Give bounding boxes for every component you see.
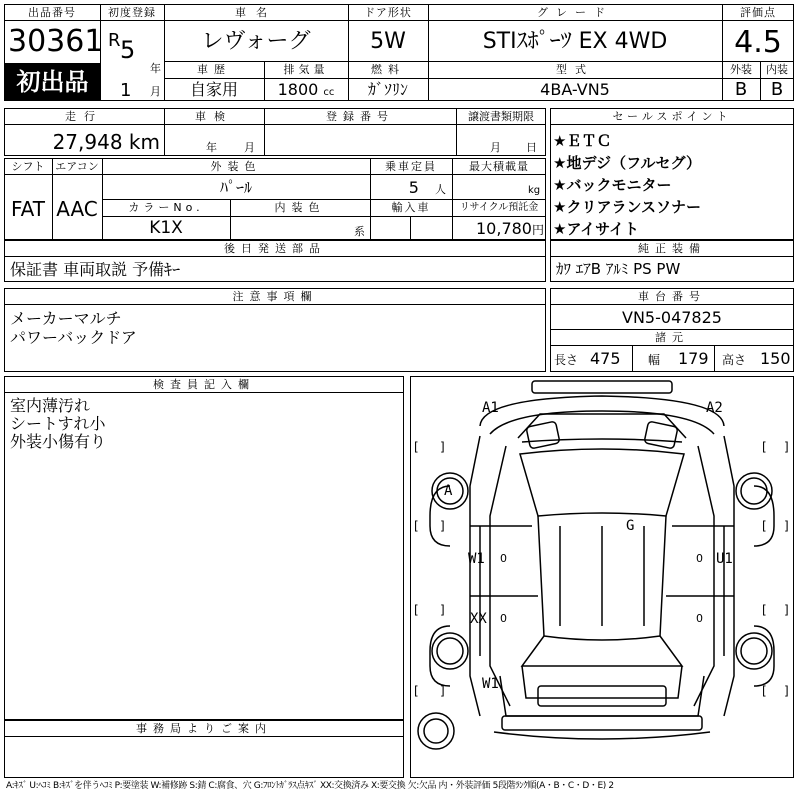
- damage-mark-a1: A1: [482, 400, 499, 416]
- door: 5W: [370, 29, 406, 54]
- zero-mark: 0: [500, 612, 507, 625]
- door-label: ドア形状: [364, 6, 412, 19]
- grade-label: グレード: [537, 6, 613, 19]
- color-no: K1X: [149, 218, 183, 238]
- bracket-mark: ]: [440, 684, 445, 698]
- dimensions-label: 諸元: [655, 331, 689, 344]
- reg-year: 5: [120, 36, 136, 64]
- bracket-mark: [: [414, 519, 419, 533]
- zero-mark: 0: [696, 552, 703, 565]
- genuine-text: ｶﾜ ｴｱB ｱﾙﾐ PS PW: [556, 260, 681, 278]
- sales-points-label: セールスポイント: [612, 110, 732, 123]
- notes-label: 注意事項欄: [232, 290, 318, 303]
- lot-number-label: 出品番号: [28, 6, 76, 19]
- sales-point-item: ★アイサイト: [553, 220, 640, 238]
- grade: STIｽﾎﾟｰﾂ EX 4WD: [482, 29, 668, 54]
- ac-label: エアコン: [55, 160, 99, 173]
- capacity: [370, 180, 446, 196]
- history: 自家用: [189, 80, 238, 99]
- transfer-month-unit: 月: [490, 141, 501, 154]
- ext-color: ﾊﾟｰﾙ: [219, 178, 252, 197]
- inspector-line: 室内薄汚れ: [10, 396, 91, 415]
- inspection-month-unit: 月: [244, 141, 255, 154]
- damage-mark-a2: A2: [706, 400, 723, 416]
- capacity-label: 乗車定員: [385, 160, 437, 173]
- interior-score: B: [770, 79, 784, 100]
- fuel: ｶﾞｿﾘﾝ: [367, 80, 408, 99]
- chassis-number: VN5-047825: [622, 308, 722, 327]
- month-unit: 月: [150, 85, 161, 98]
- later-parts-text: 保証書 車両取説 予備ｷｰ: [10, 260, 181, 279]
- model-label: 型式: [556, 63, 594, 76]
- first-listing-badge: 初出品: [16, 68, 89, 96]
- bracket-mark: [: [414, 440, 419, 454]
- bracket-mark: ]: [784, 603, 789, 617]
- displacement: [264, 82, 348, 98]
- bracket-mark: ]: [784, 440, 789, 454]
- registration-label: 登録番号: [326, 110, 394, 123]
- int-color-label: 内装色: [274, 201, 326, 214]
- displacement-label: 排気量: [283, 63, 329, 76]
- score-label: 評価点: [740, 6, 776, 19]
- note-line: パワーバックドア: [10, 328, 137, 347]
- damage-mark-g: G: [626, 518, 635, 534]
- lot-number: 30361: [8, 24, 104, 59]
- score: 4.5: [734, 25, 782, 60]
- sales-point-item: ★バックモニター: [553, 176, 672, 194]
- damage-mark-u1: U1: [716, 551, 733, 567]
- history-label: 車歴: [197, 63, 231, 76]
- genuine-label: 純正装備: [638, 242, 706, 255]
- transfer-day-unit: 日: [526, 141, 537, 154]
- bracket-mark: [: [414, 684, 419, 698]
- max-load-unit: kg: [528, 185, 541, 196]
- reg-month: 1: [120, 80, 132, 101]
- zero-mark: 0: [696, 612, 703, 625]
- bracket-mark: ]: [440, 519, 445, 533]
- shift-label: シフト: [11, 160, 45, 173]
- car-name: レヴォーグ: [201, 29, 311, 54]
- inspector-lines: [10, 397, 106, 451]
- bracket-mark: ]: [784, 684, 789, 698]
- shift: FAT: [10, 197, 45, 221]
- height-label: 高さ: [722, 353, 747, 367]
- zero-mark: 0: [500, 552, 507, 565]
- sales-point-item: ★地デジ（フルセグ）: [553, 154, 701, 172]
- damage-mark-w1-rear: W1: [482, 676, 499, 692]
- width-label: 幅: [648, 353, 661, 367]
- fuel-label: 燃料: [371, 63, 405, 76]
- recycle-unit: 円: [531, 223, 544, 237]
- exterior-score: B: [734, 79, 748, 100]
- ext-color-label: 外装色: [210, 160, 262, 173]
- chassis-label: 車台番号: [638, 290, 706, 303]
- length: 475: [590, 349, 621, 368]
- sales-points-list: [553, 130, 701, 240]
- bracket-mark: ]: [440, 603, 445, 617]
- bracket-mark: [: [414, 603, 419, 617]
- year-unit: 年: [150, 62, 161, 75]
- interior-label: 内装: [766, 63, 788, 76]
- ac: AAC: [56, 197, 98, 221]
- height: 150: [760, 349, 791, 368]
- width: 179: [678, 349, 709, 368]
- inspector-label: 検査員記入欄: [153, 378, 255, 391]
- color-no-label: カラーNo.: [128, 201, 204, 214]
- damage-mark-a: A: [444, 483, 453, 499]
- inspection-year-unit: 年: [206, 141, 217, 154]
- office-label: 事務局よりご案内: [136, 722, 272, 735]
- note-line: メーカーマルチ: [10, 309, 122, 328]
- damage-mark-w1: W1: [468, 551, 485, 567]
- notes-lines: [10, 309, 137, 347]
- sales-point-item: ★クリアランスソナー: [553, 198, 701, 216]
- import-label: 輸入車: [391, 201, 431, 214]
- mileage: [20, 132, 160, 152]
- capacity-value: 5: [408, 178, 419, 197]
- damage-mark-xx: XX: [470, 611, 487, 627]
- displacement-value: 1800: [277, 80, 319, 99]
- legend: A:ｷｽﾞ U:ﾍｺﾐ B:ｷｽﾞを伴うﾍｺﾐ P:要塗装 W:補修跡 S:錆 C:腐食、穴 G:ﾌﾛﾝﾄｶﾞﾗｽ点ｷｽﾞ XX:交換済み X:要交換 欠:欠品 内・外装評価 5段階ﾗﾝｸ順(A・B・C・D・E) 2: [6, 781, 614, 791]
- recycle-label: リサイクル預託金: [459, 202, 539, 213]
- later-parts-label: 後日発送部品: [224, 242, 326, 255]
- length-label: 長さ: [554, 353, 579, 367]
- inspector-line: 外装小傷有り: [10, 432, 107, 451]
- sales-point-item: ★ＥＴＣ: [553, 132, 612, 150]
- mileage-label: 走行: [65, 110, 103, 123]
- bracket-mark: ]: [784, 519, 789, 533]
- exterior-label: 外装: [730, 63, 752, 76]
- bracket-mark: [: [762, 440, 767, 454]
- bracket-mark: ]: [440, 440, 445, 454]
- int-color-unit: 系: [354, 225, 365, 238]
- mileage-unit: km: [128, 130, 160, 154]
- max-load-label: 最大積載量: [469, 160, 529, 173]
- inspection-label: 車検: [195, 110, 233, 123]
- displacement-unit: cc: [323, 87, 335, 98]
- bracket-mark: [: [762, 684, 767, 698]
- car-name-label: 車名: [235, 6, 277, 19]
- first-reg-label: 初度登録: [108, 6, 156, 19]
- recycle: [452, 221, 544, 237]
- bracket-mark: [: [762, 519, 767, 533]
- model: 4BA-VN5: [540, 80, 610, 99]
- capacity-unit: 人: [435, 183, 446, 196]
- era: R: [108, 30, 121, 51]
- transfer-label: 譲渡書類期限: [468, 110, 534, 123]
- inspector-line: シートすれ小: [10, 414, 106, 433]
- car-diagram: [410, 376, 794, 778]
- bracket-mark: [: [762, 603, 767, 617]
- mileage-value: 27,948: [52, 130, 123, 154]
- recycle-value: 10,780: [476, 219, 532, 238]
